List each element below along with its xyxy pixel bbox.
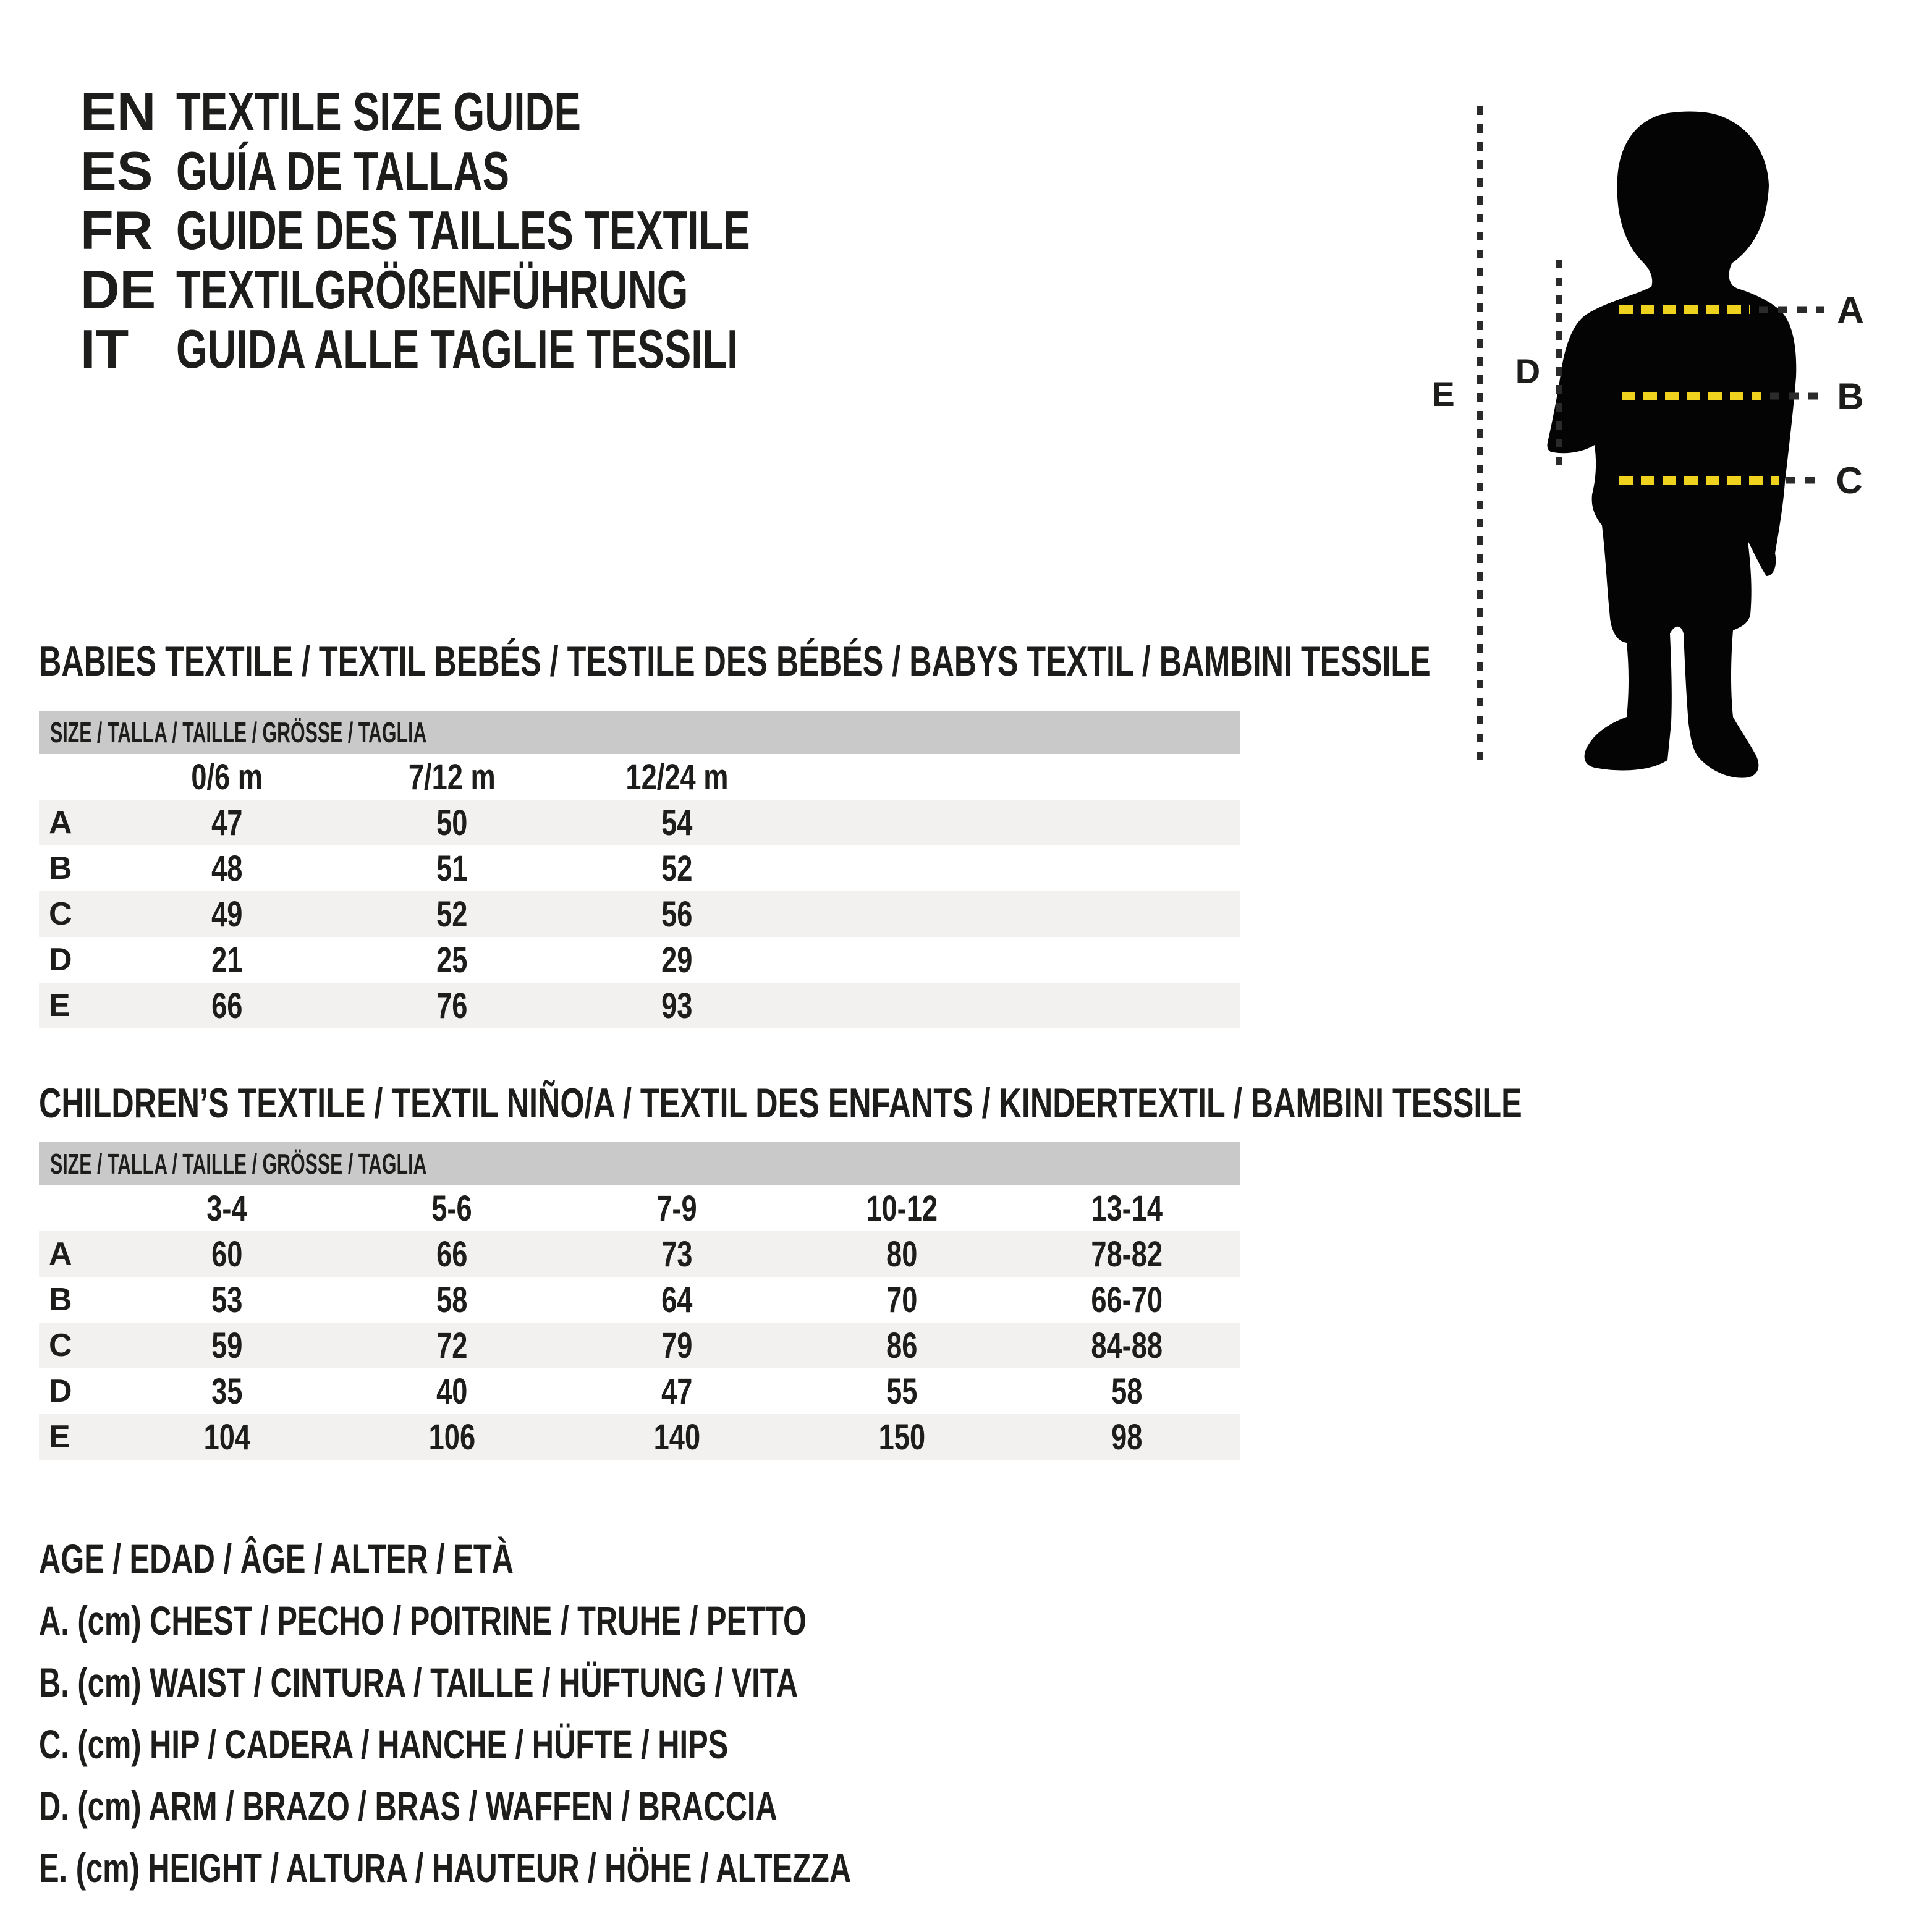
babies-section-title: BABIES TEXTILE / TEXTIL BEBÉS / TESTILE DES BÉBÉS / BABYS TEXTIL / BAMBINI TESSILE [39, 638, 1431, 685]
lang-row-de [80, 260, 952, 320]
row-label: B [49, 850, 72, 886]
table-row: C 49 52 56 [39, 891, 1240, 937]
babies-col-7-12m: 7/12 m [408, 756, 496, 797]
table-row: D 21 25 29 [39, 937, 1240, 983]
figure-label-d: D [1515, 352, 1541, 391]
table-row: E 66 76 93 [39, 983, 1240, 1028]
children-size-header-label: SIZE / TALLA / TAILLE / GRÖSSE / TAGLIA [50, 1148, 427, 1180]
lang-code-fr: FR [80, 200, 153, 261]
measurement-figure [1409, 74, 1932, 791]
children-size-table [39, 1142, 1240, 1460]
lang-row-es [80, 142, 952, 201]
children-size-header-bar [39, 1142, 1240, 1185]
child-silhouette-figure [1409, 74, 1932, 791]
measurement-legend [39, 1528, 1137, 1899]
lang-row-en [80, 82, 952, 142]
table-row: A 60 66 73 80 78-82 [39, 1231, 1240, 1277]
children-col-3-4: 3-4 [206, 1188, 247, 1229]
table-row: B 53 58 64 70 66-70 [39, 1277, 1240, 1323]
babies-col-12-24m: 12/24 m [625, 756, 728, 797]
children-col-7-9: 7-9 [656, 1188, 697, 1229]
children-column-header-row [39, 1185, 1240, 1231]
babies-size-header-bar [39, 711, 1240, 754]
row-label: A [49, 805, 72, 841]
children-col-5-6: 5-6 [431, 1188, 472, 1229]
table-row: C 59 72 79 86 84-88 [39, 1323, 1240, 1368]
figure-label-c: C [1836, 460, 1863, 501]
guide-title-fr: GUIDE DES TAILLES TEXTILE [176, 200, 750, 261]
lang-code-en: EN [80, 81, 156, 142]
table-row: E 104 106 140 150 98 [39, 1414, 1240, 1460]
language-title-block [80, 82, 952, 379]
children-section-title: CHILDREN’S TEXTILE / TEXTIL NIÑO/A / TEXTIL DES ENFANTS / KINDERTEXTIL / BAMBINI TESSILE [39, 1080, 1522, 1127]
legend-hip: C. (cm) HIP / CADERA / HANCHE / HÜFTE / HIPS [39, 1721, 729, 1767]
children-col-10-12: 10-12 [866, 1188, 938, 1229]
legend-age: AGE / EDAD / ÂGE / ALTER / ETÀ [39, 1536, 514, 1582]
babies-col-0-6m: 0/6 m [191, 756, 263, 797]
row-label: A [49, 1236, 72, 1272]
row-label: C [49, 1328, 72, 1363]
figure-label-e: E [1431, 375, 1455, 413]
lang-row-it [80, 320, 952, 379]
row-label: D [49, 942, 72, 978]
row-label: D [49, 1373, 72, 1409]
babies-column-header-row [39, 754, 1240, 800]
figure-label-a: A [1837, 289, 1864, 331]
legend-chest: A. (cm) CHEST / PECHO / POITRINE / TRUHE / PETTO [39, 1598, 807, 1643]
figure-label-b: B [1837, 376, 1864, 417]
legend-height: E. (cm) HEIGHT / ALTURA / HAUTEUR / HÖHE / ALTEZZA [39, 1845, 852, 1891]
legend-arm: D. (cm) ARM / BRAZO / BRAS / WAFFEN / BRACCIA [39, 1783, 777, 1829]
row-label: E [49, 1419, 70, 1455]
table-row: D 35 40 47 55 58 [39, 1368, 1240, 1414]
children-col-13-14: 13-14 [1091, 1188, 1163, 1229]
guide-title-de: TEXTILGRÖßENFÜHRUNG [176, 259, 688, 320]
row-label: C [49, 896, 72, 932]
lang-code-es: ES [80, 140, 153, 201]
guide-title-en: TEXTILE SIZE GUIDE [176, 81, 581, 142]
row-label: B [49, 1282, 72, 1318]
lang-code-de: DE [80, 259, 156, 320]
guide-title-es: GUÍA DE TALLAS [176, 140, 510, 201]
legend-waist: B. (cm) WAIST / CINTURA / TAILLE / HÜFTUNG / VITA [39, 1659, 799, 1705]
row-label: E [49, 988, 70, 1023]
lang-code-it: IT [80, 318, 129, 379]
table-row: A 47 50 54 [39, 800, 1240, 845]
lang-row-fr [80, 201, 952, 260]
guide-title-it: GUIDA ALLE TAGLIE TESSILI [176, 318, 739, 379]
babies-size-table [39, 711, 1240, 1028]
table-row: B 48 51 52 [39, 845, 1240, 891]
babies-size-header-label: SIZE / TALLA / TAILLE / GRÖSSE / TAGLIA [50, 716, 427, 748]
